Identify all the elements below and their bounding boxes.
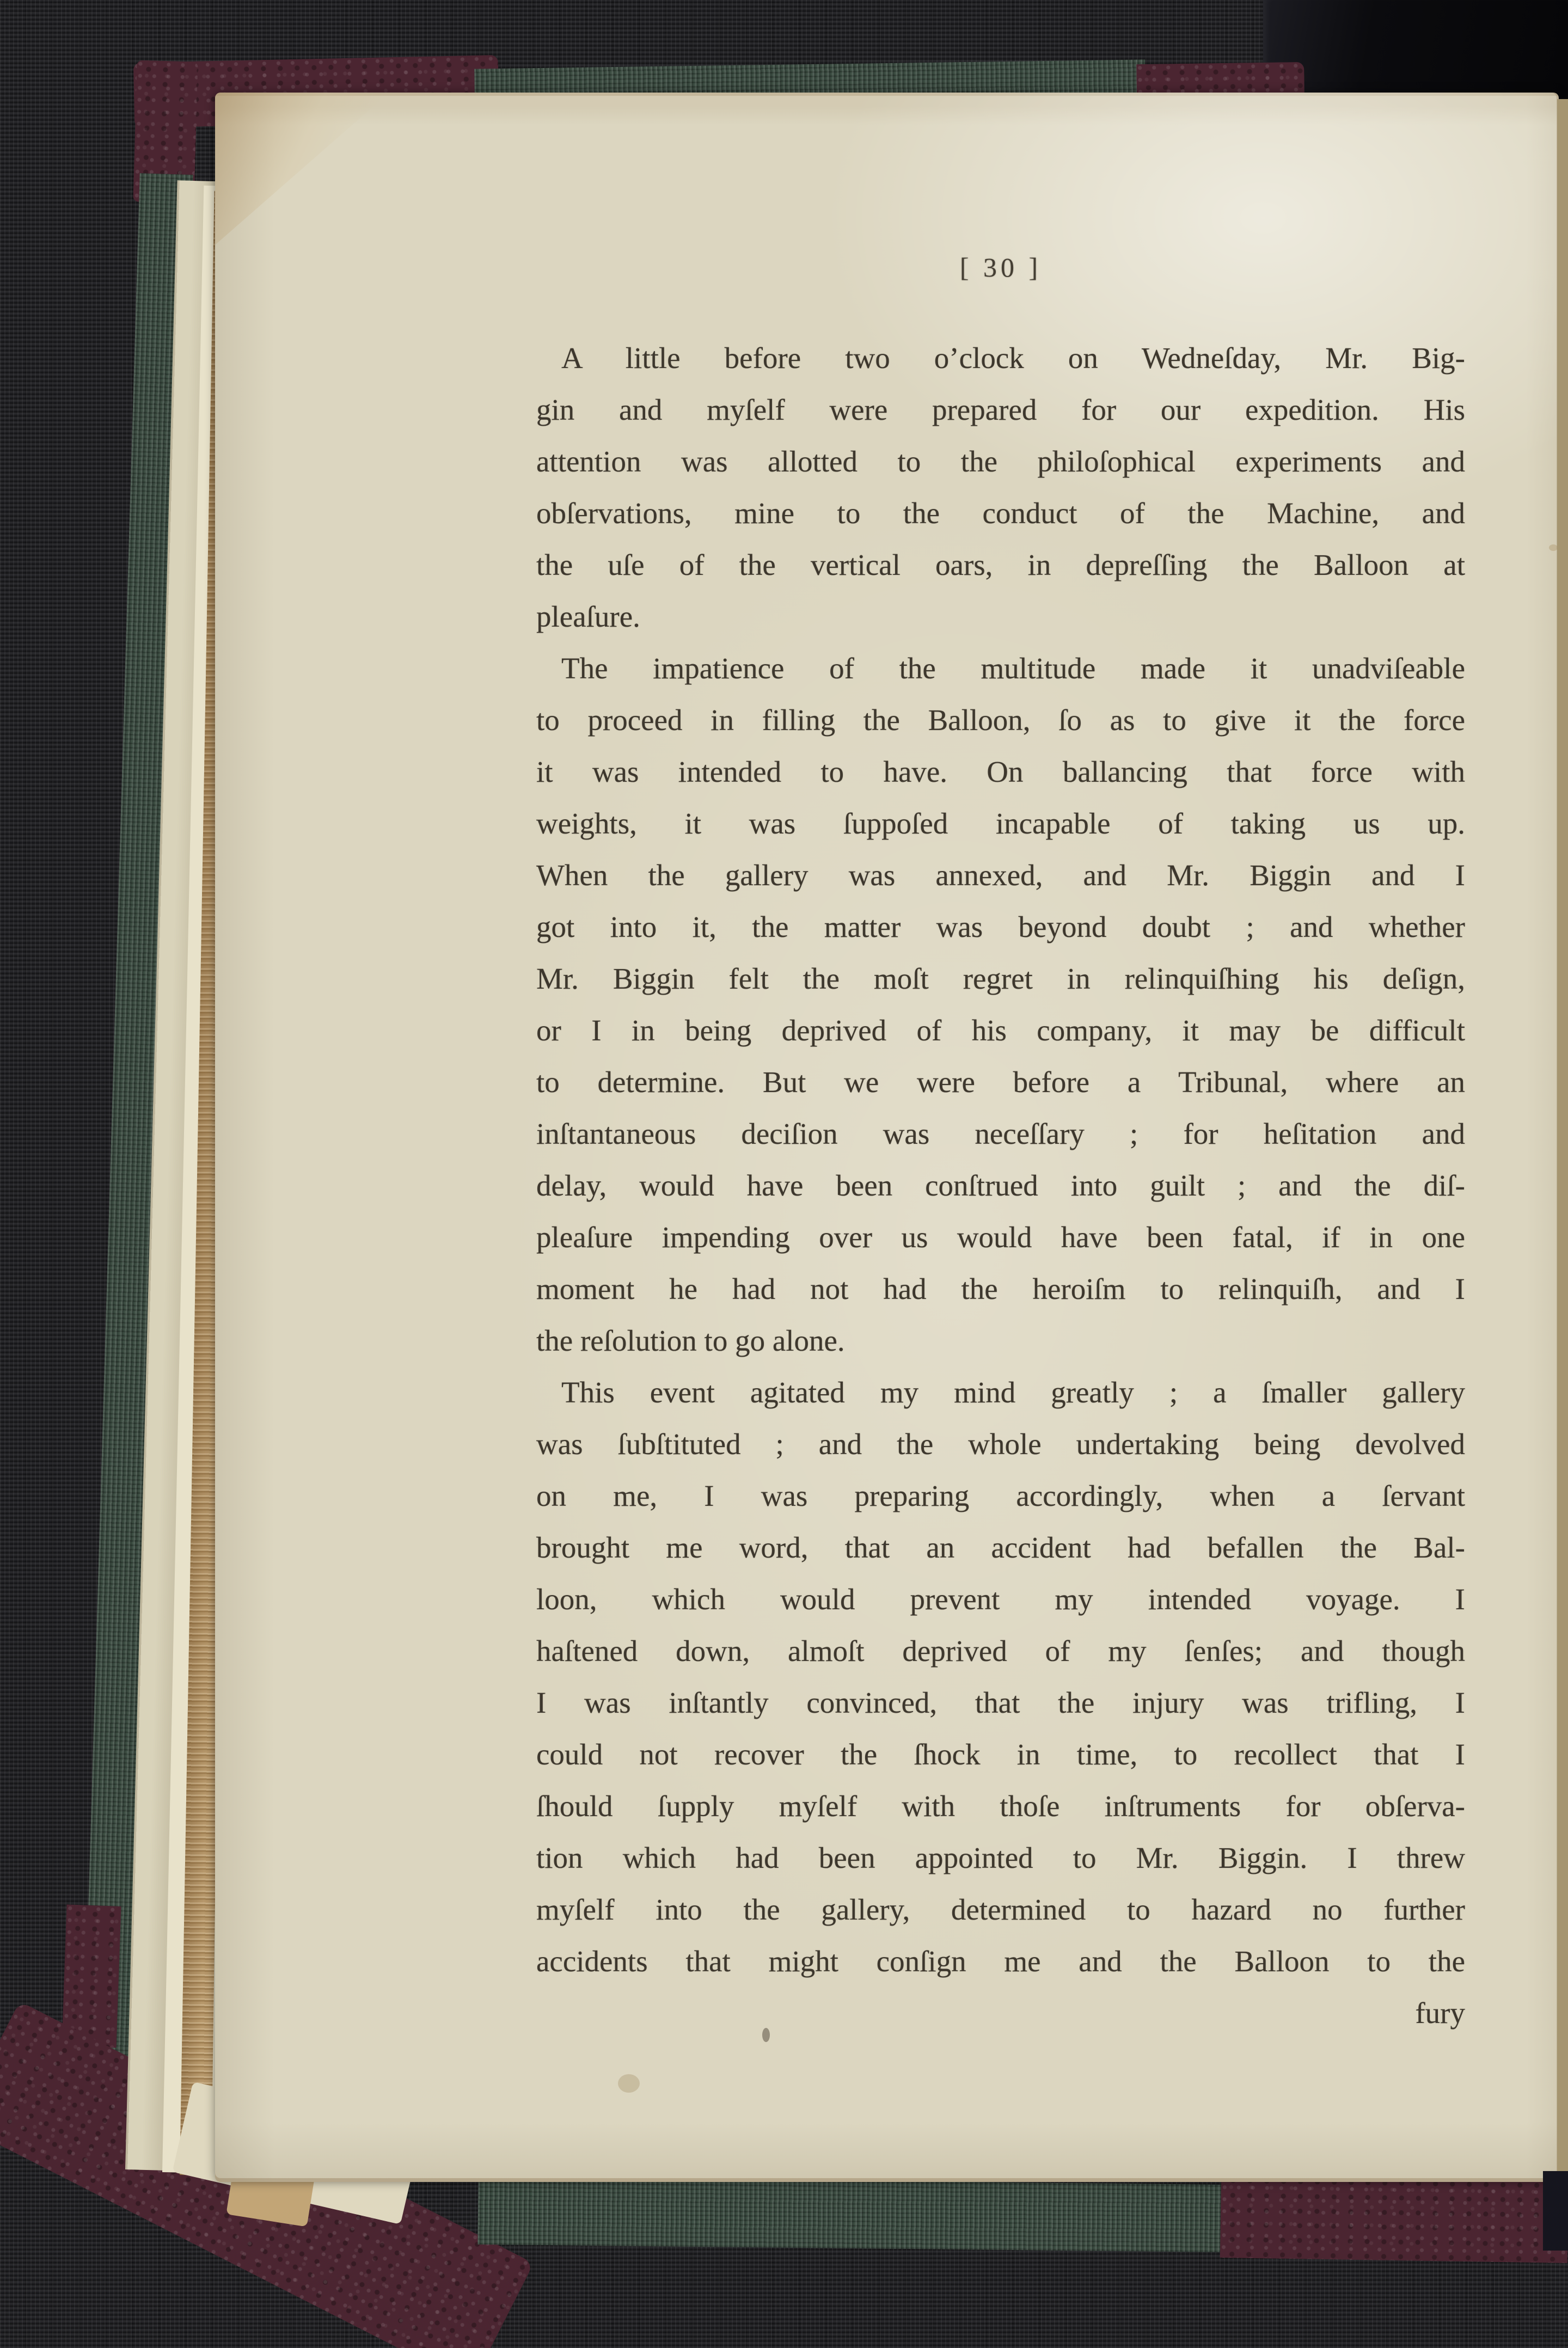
text-line: inſtantaneous deciſion was neceſſary ; for heſitation and (536, 1117, 1465, 1150)
page-number: [ 30 ] (959, 252, 1042, 283)
text-line: loon, which would prevent my intended voyage. I (536, 1583, 1465, 1616)
text-line: When the gallery was annexed, and Mr. Biggin and I (536, 859, 1465, 892)
book-cradle-corner (1263, 0, 1568, 103)
text-line: to proceed in filling the Balloon, ſo as to give it the force (536, 703, 1465, 737)
page-corner-shading (215, 93, 389, 245)
book-cover-leather-bottom-right (1220, 2172, 1568, 2263)
paper-stain (762, 2028, 770, 2042)
text-line: it was intended to have. On ballancing that force with (536, 755, 1465, 788)
book-page (215, 93, 1559, 2182)
text-line: or I in being deprived of his company, it may be difficult (536, 1014, 1465, 1047)
text-line: A little before two o’clock on Wedneſday, Mr. Big- (561, 341, 1465, 375)
text-line: ſhould ſupply myſelf with thoſe inſtruments for obſerva- (536, 1789, 1465, 1823)
shadow-gap (1543, 2171, 1568, 2251)
text-line: pleaſure impending over us would have been fatal, if in one (536, 1221, 1465, 1254)
text-line: tion which had been appointed to Mr. Biggin. I threw (536, 1841, 1465, 1874)
text-line: was ſubſtituted ; and the whole undertaking being devolved (536, 1427, 1465, 1461)
text-line: Mr. Biggin felt the moſt regret in relinquiſhing his deſign, (536, 962, 1465, 995)
text-line: the reſolution to go alone. (536, 1324, 845, 1357)
text-line: myſelf into the gallery, determined to hazard no further (536, 1893, 1465, 1926)
text-line: I was inſtantly convinced, that the injury was trifling, I (536, 1686, 1465, 1719)
text-line: got into it, the matter was beyond doubt ; and whether (536, 910, 1465, 943)
text-line: on me, I was preparing accordingly, when a ſervant (536, 1479, 1465, 1512)
text-line: pleaſure. (536, 600, 640, 633)
text-line: to determine. But we were before a Tribunal, where an (536, 1065, 1465, 1099)
paper-stain (1549, 544, 1558, 551)
book-cover-cloth-bottom (477, 2177, 1236, 2253)
text-line: gin and myſelf were prepared for our expedition. His (536, 393, 1465, 426)
adjacent-page-edge (1557, 99, 1568, 2236)
text-line: moment he had not had the heroiſm to relinquiſh, and I (536, 1272, 1465, 1305)
text-line: the uſe of the vertical oars, in depreſſing the Balloon at (536, 548, 1465, 581)
catchword: fury (1415, 1996, 1465, 2030)
text-line: accidents that might conſign me and the Balloon to the (536, 1945, 1465, 1978)
text-line: This event agitated my mind greatly ; a ſmaller gallery (561, 1376, 1465, 1409)
book-cover-leather-bottom-side (62, 1904, 121, 2047)
text-line: delay, would have been conſtrued into guilt ; and the diſ- (536, 1169, 1465, 1202)
text-line: weights, it was ſuppoſed incapable of taking us up. (536, 807, 1465, 840)
text-line: could not recover the ſhock in time, to recollect that I (536, 1738, 1465, 1771)
text-line: obſervations, mine to the conduct of the Machine, and (536, 496, 1465, 530)
text-line: attention was allotted to the philoſophical experiments and (536, 445, 1465, 478)
text-line: The impatience of the multitude made it unadviſeable (561, 652, 1465, 685)
paper-stain (618, 2074, 640, 2093)
text-line: brought me word, that an accident had befallen the Bal- (536, 1531, 1465, 1564)
page-text (536, 332, 1465, 2039)
text-line: haſtened down, almoſt deprived of my ſenſes; and though (536, 1634, 1465, 1667)
